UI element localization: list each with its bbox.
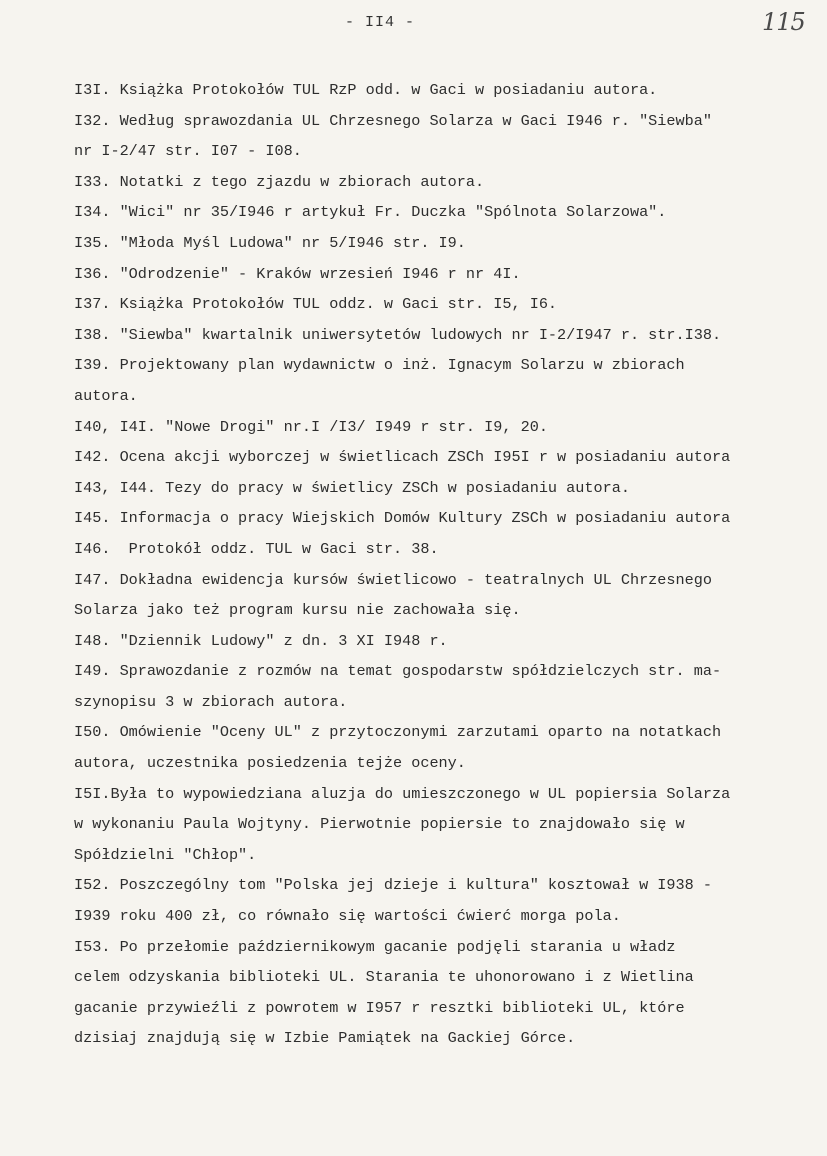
page-number: - II4 -: [344, 14, 415, 31]
note-line: I38. "Siewba" kwartalnik uniwersytetów ludowych nr I-2/I947 r. str.I38.: [74, 325, 722, 344]
note-line: autora, uczestnika posiedzenia tejże oceny.: [74, 754, 466, 773]
note-line: autora.: [74, 386, 138, 405]
note-line: I5I.Była to wypowiedziana aluzja do umieszczonego w UL popiersia Solarza: [74, 784, 731, 803]
note-line: I50. Omówienie "Oceny UL" z przytoczonymi zarzutami oparto na notatkach: [74, 723, 722, 742]
note-line: I34. "Wici" nr 35/I946 r artykuł Fr. Duczka "Spólnota Solarzowa".: [74, 203, 667, 222]
note-line: I39. Projektowany plan wydawnictw o inż. Ignacym Solarzu w zbiorach: [74, 356, 685, 375]
note-line: szynopisu 3 w zbiorach autora.: [74, 692, 348, 711]
note-line: I52. Poszczególny tom "Polska jej dzieje i kultura" kosztował w I938 -: [74, 876, 712, 895]
note-line: I45. Informacja o pracy Wiejskich Domów Kultury ZSCh w posiadaniu autora: [74, 509, 731, 528]
footnote-list: [74, 75, 827, 1054]
note-line: I43, I44. Tezy do pracy w świetlicy ZSCh w posiadaniu autora.: [74, 478, 630, 497]
note-line: I46. Protokół oddz. TUL w Gaci str. 38.: [74, 539, 439, 558]
note-line: I48. "Dziennik Ludowy" z dn. 3 XI I948 r.: [74, 631, 448, 650]
note-line: I53. Po przełomie październikowym gacanie podjęli starania u władz: [74, 937, 676, 956]
note-line: Spółdzielni "Chłop".: [74, 845, 257, 864]
note-line: I939 roku 400 zł, co równało się wartości ćwierć morga pola.: [74, 907, 621, 926]
note-line: I33. Notatki z tego zjazdu w zbiorach autora.: [74, 172, 485, 191]
note-line: celem odzyskania biblioteki UL. Starania te uhonorowano i z Wietlina: [74, 968, 694, 987]
note-line: I32. Według sprawozdania UL Chrzesnego Solarza w Gaci I946 r. "Siewba": [74, 111, 712, 130]
note-line: w wykonaniu Paula Wojtyny. Pierwotnie popiersie to znajdowało się w: [74, 815, 685, 834]
note-line: I47. Dokładna ewidencja kursów świetlicowo - teatralnych UL Chrzesnego: [74, 570, 712, 589]
note-line: I49. Sprawozdanie z rozmów na temat gospodarstw spółdzielczych str. ma-: [74, 662, 722, 681]
note-line: I36. "Odrodzenie" - Kraków wrzesień I946 r nr 4I.: [74, 264, 521, 283]
note-line: nr I-2/47 str. I07 - I08.: [74, 142, 302, 161]
note-line: I3I. Książka Protokołów TUL RzP odd. w Gaci w posiadaniu autora.: [74, 81, 658, 99]
note-line: I37. Książka Protokołów TUL oddz. w Gaci str. I5, I6.: [74, 295, 558, 314]
note-line: I42. Ocena akcji wyborczej w świetlicach ZSCh I95I r w posiadaniu autora: [74, 448, 731, 467]
note-line: I40, I4I. "Nowe Drogi" nr.I /I3/ I949 r str. I9, 20.: [74, 417, 548, 436]
note-line: gacanie przywieźli z powrotem w I957 r resztki biblioteki UL, które: [74, 998, 685, 1017]
note-line: I35. "Młoda Myśl Ludowa" nr 5/I946 str. I9.: [74, 233, 466, 252]
note-line: dzisiaj znajdują się w Izbie Pamiątek na Gackiej Górce.: [74, 1029, 576, 1048]
note-line: Solarza jako też program kursu nie zachowała się.: [74, 601, 521, 620]
handwritten-page-number: 115: [762, 8, 805, 36]
